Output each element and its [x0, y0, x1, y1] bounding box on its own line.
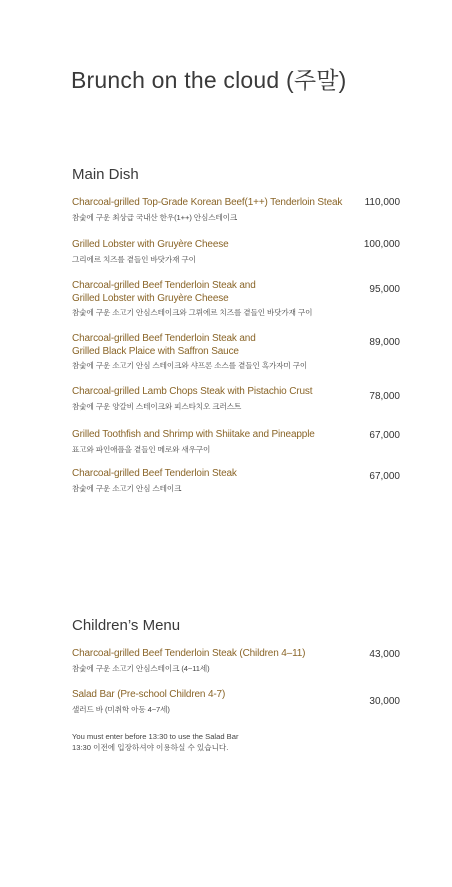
item-price: 95,000 [369, 284, 400, 295]
item-description-ko: 참숯에 구운 소고기 안심스테이크 (4~11세) [72, 663, 210, 673]
menu-item [72, 197, 402, 223]
item-price: 30,000 [369, 696, 400, 707]
note-en: You must enter before 13:30 to use the Salad Bar [72, 732, 239, 741]
item-name-line2: Grilled Black Plaice with Saffron Sauce [72, 345, 239, 357]
item-name: Charcoal-grilled Beef Tenderloin Steak and [72, 333, 256, 344]
item-price: 67,000 [369, 471, 400, 482]
menu-item [72, 429, 402, 455]
item-price: 110,000 [364, 197, 400, 208]
item-price: 100,000 [363, 239, 400, 250]
item-description-ko: 참숯에 구운 양갈비 스테이크와 피스타치오 크러스트 [72, 401, 242, 411]
salad-bar-note [72, 732, 238, 753]
item-description-ko: 샐러드 바 (미취학 아동 4~7세) [72, 704, 170, 714]
item-price: 67,000 [369, 430, 400, 441]
item-description-ko: 참숯에 구운 소고기 안심 스테이크 [72, 483, 182, 493]
menu-item [72, 648, 402, 674]
item-name: Charcoal-grilled Top-Grade Korean Beef(1++) Tenderloin Steak [72, 197, 343, 208]
item-name-line2: Grilled Lobster with Gruyère Cheese [72, 292, 229, 304]
section-title-main-dish: Main Dish [72, 166, 139, 183]
menu-item [72, 333, 402, 371]
menu-item [72, 468, 402, 494]
section-title-childrens-menu: Children’s Menu [72, 617, 181, 634]
item-name: Grilled Lobster with Gruyère Cheese [72, 239, 229, 250]
item-description-ko: 그리에르 치즈를 곁들인 바닷가재 구이 [72, 254, 196, 264]
item-name: Charcoal-grilled Beef Tenderloin Steak [72, 468, 237, 479]
item-price: 89,000 [369, 337, 400, 348]
item-description-ko: 참숯에 구운 소고기 안심스테이크와 그뤼에르 치즈를 곁들인 바닷가재 구이 [72, 308, 313, 317]
item-price: 43,000 [369, 649, 400, 660]
menu-item [72, 689, 402, 715]
item-name: Salad Bar (Pre-school Children 4-7) [72, 689, 226, 700]
item-name: Charcoal-grilled Lamb Chops Steak with Pistachio Crust [72, 386, 313, 397]
item-name: Charcoal-grilled Beef Tenderloin Steak (Children 4–11) [72, 648, 306, 659]
item-description-ko: 참숯에 구운 최상급 국내산 한우(1++) 안심스테이크 [72, 212, 238, 222]
menu-item [72, 386, 402, 412]
note-ko: 13:30 이전에 입장하셔야 이용하실 수 있습니다. [72, 742, 229, 752]
menu-item [72, 280, 402, 318]
item-name: Charcoal-grilled Beef Tenderloin Steak and [72, 280, 256, 291]
menu-item [72, 239, 402, 265]
item-description-ko: 참숯에 구운 소고기 안심 스테이크와 샤프론 소스를 곁들인 흑가자미 구이 [72, 361, 308, 370]
item-name: Grilled Toothfish and Shrimp with Shiitake and Pineapple [72, 429, 315, 440]
item-price: 78,000 [369, 391, 400, 402]
item-description-ko: 표고와 파인애플을 곁들인 메로와 새우구이 [72, 444, 211, 454]
page-title: Brunch on the cloud (주말) [71, 67, 347, 93]
